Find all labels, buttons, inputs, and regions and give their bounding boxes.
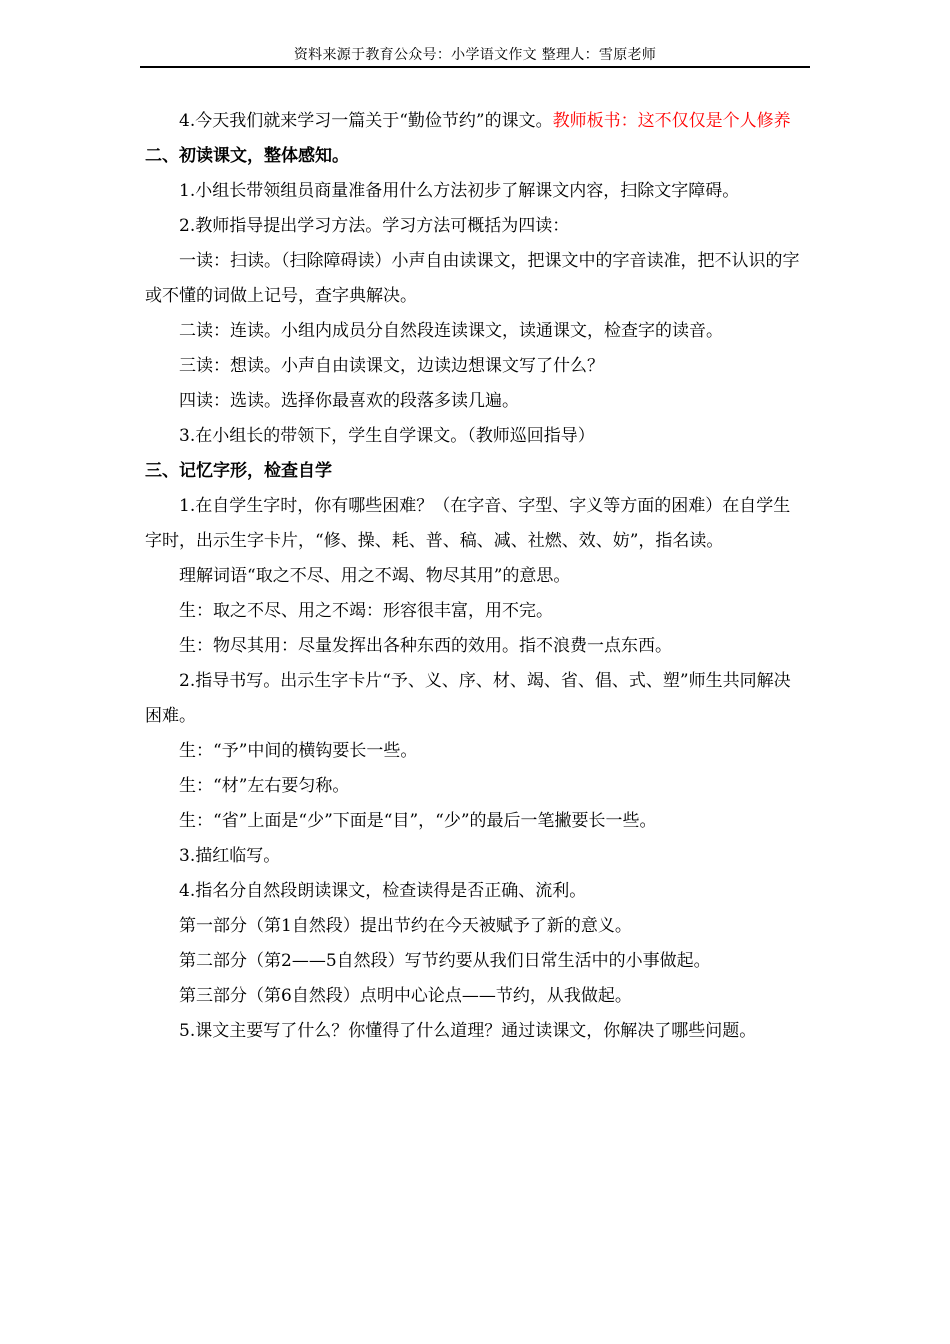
- paragraph: 1.在自学生字时，你有哪些困难？（在字音、字型、字义等方面的困难）在自学生字时，出示生字卡片，“修、操、耗、普、稿、减、社燃、效、妨”，指名读。: [145, 496, 791, 551]
- paragraph: 第一部分（第1自然段）提出节约在今天被赋予了新的意义。: [179, 916, 632, 936]
- paragraph: 生：“材”左右要匀称。: [179, 776, 350, 796]
- paragraph: 2.教师指导提出学习方法。学习方法可概括为四读：: [179, 216, 570, 236]
- paragraph: 3.描红临写。: [179, 846, 281, 866]
- paragraph: 理解词语“取之不尽、用之不竭、物尽其用”的意思。: [179, 566, 571, 586]
- section-heading-2: 二、初读课文，整体感知。: [145, 146, 349, 166]
- section-heading-3: 三、记忆字形，检查自学: [145, 461, 332, 481]
- paragraph: 三读：想读。小声自由读课文，边读边想课文写了什么？: [179, 356, 604, 376]
- paragraph: 生：“省”上面是“少”下面是“目”，“少”的最后一笔撇要长一些。: [179, 811, 657, 831]
- paragraph: 生：取之不尽、用之不竭：形容很丰富，用不完。: [179, 601, 553, 621]
- paragraph: 一读：扫读。（扫除障碍读）小声自由读课文，把课文中的字音读准，把不认识的字或不懂的词做上记号，查字典解决。: [145, 251, 800, 306]
- paragraph: 四读：选读。选择你最喜欢的段落多读几遍。: [179, 391, 519, 411]
- paragraph: 生：物尽其用：尽量发挥出各种东西的效用。指不浪费一点东西。: [179, 636, 672, 656]
- paragraph: 生：“予”中间的横钩要长一些。: [179, 741, 418, 761]
- paragraph-intro: [145, 104, 807, 139]
- paragraph: 第二部分（第2——5自然段）写节约要从我们日常生活中的小事做起。: [179, 951, 711, 971]
- paragraph: 3.在小组长的带领下，学生自学课文。（教师巡回指导）: [179, 426, 595, 446]
- paragraph: 二读：连读。小组内成员分自然段连读课文，读通课文，检查字的读音。: [179, 321, 723, 341]
- teacher-board-note: 教师板书：这不仅仅是个人修养: [552, 111, 791, 131]
- paragraph: 5.课文主要写了什么？你懂得了什么道理？通过读课文，你解决了哪些问题。: [179, 1021, 757, 1041]
- paragraph: 1.小组长带领组员商量准备用什么方法初步了解课文内容，扫除文字障碍。: [179, 181, 740, 201]
- paragraph: 2.指导书写。出示生字卡片“予、义、序、材、竭、省、倡、式、塑”师生共同解决困难。: [145, 671, 791, 726]
- paragraph: 第三部分（第6自然段）点明中心论点——节约，从我做起。: [179, 986, 632, 1006]
- intro-text: 4.今天我们就来学习一篇关于“勤俭节约”的课文。: [179, 111, 553, 131]
- document-body: [145, 104, 807, 1049]
- page-header: 资料来源于教育公众号：小学语文作文 整理人：雪原老师: [293, 47, 657, 63]
- paragraph: 4.指名分自然段朗读课文，检查读得是否正确、流利。: [179, 881, 587, 901]
- header-rule: [140, 66, 810, 68]
